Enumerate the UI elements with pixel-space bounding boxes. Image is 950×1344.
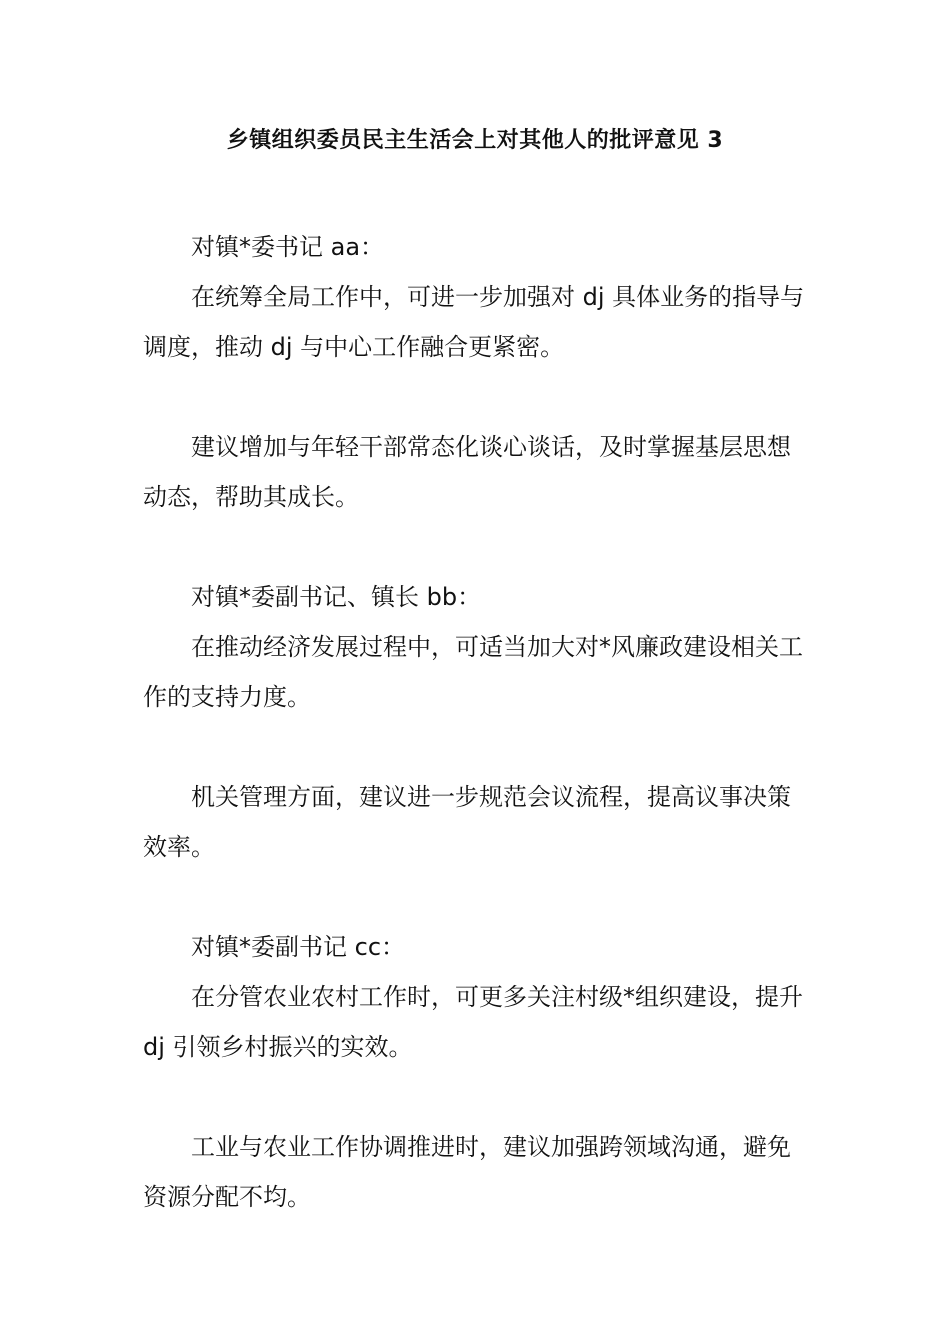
paragraph-spacer xyxy=(143,872,808,922)
document-title: 乡镇组织委员民主生活会上对其他人的批评意见 3 xyxy=(226,128,724,153)
paragraph xyxy=(143,1122,808,1222)
paragraph-spacer xyxy=(143,722,808,772)
paragraph-line: 在统筹全局工作中，可进一步加强对 dj 具体业务的指导与 xyxy=(191,283,805,311)
section-heading: 对镇*委书记 aa： xyxy=(191,233,385,261)
paragraph-spacer xyxy=(143,522,808,572)
paragraph-line: 工业与农业工作协调推进时，建议加强跨领域沟通，避免 xyxy=(191,1133,791,1161)
paragraph-line: 在分管农业农村工作时，可更多关注村级*组织建设，提升 xyxy=(191,983,803,1011)
section-heading: 对镇*委副书记、镇长 bb： xyxy=(191,583,482,611)
paragraph-line: 资源分配不均。 xyxy=(143,1183,311,1211)
paragraph-line: 建议增加与年轻干部常态化谈心谈话，及时掌握基层思想 xyxy=(191,433,791,461)
paragraph-spacer xyxy=(143,372,808,422)
paragraph xyxy=(143,972,808,1072)
paragraph xyxy=(143,622,808,722)
paragraph-line: 调度，推动 dj 与中心工作融合更紧密。 xyxy=(143,333,565,361)
paragraph-line: 在推动经济发展过程中，可适当加大对*风廉政建设相关工 xyxy=(191,633,803,661)
paragraph-line: 效率。 xyxy=(143,833,215,861)
paragraph-line: dj 引领乡村振兴的实效。 xyxy=(143,1033,413,1061)
paragraph xyxy=(143,422,808,522)
paragraph-spacer xyxy=(143,1072,808,1122)
section-cc xyxy=(143,922,808,1222)
paragraph-line: 动态，帮助其成长。 xyxy=(143,483,359,511)
section-heading: 对镇*委副书记 cc： xyxy=(191,933,406,961)
section-aa xyxy=(143,222,808,572)
paragraph xyxy=(143,272,808,372)
document-body xyxy=(143,222,808,1222)
section-bb xyxy=(143,572,808,922)
paragraph xyxy=(143,772,808,872)
paragraph-line: 作的支持力度。 xyxy=(143,683,311,711)
paragraph-line: 机关管理方面，建议进一步规范会议流程，提高议事决策 xyxy=(191,783,791,811)
